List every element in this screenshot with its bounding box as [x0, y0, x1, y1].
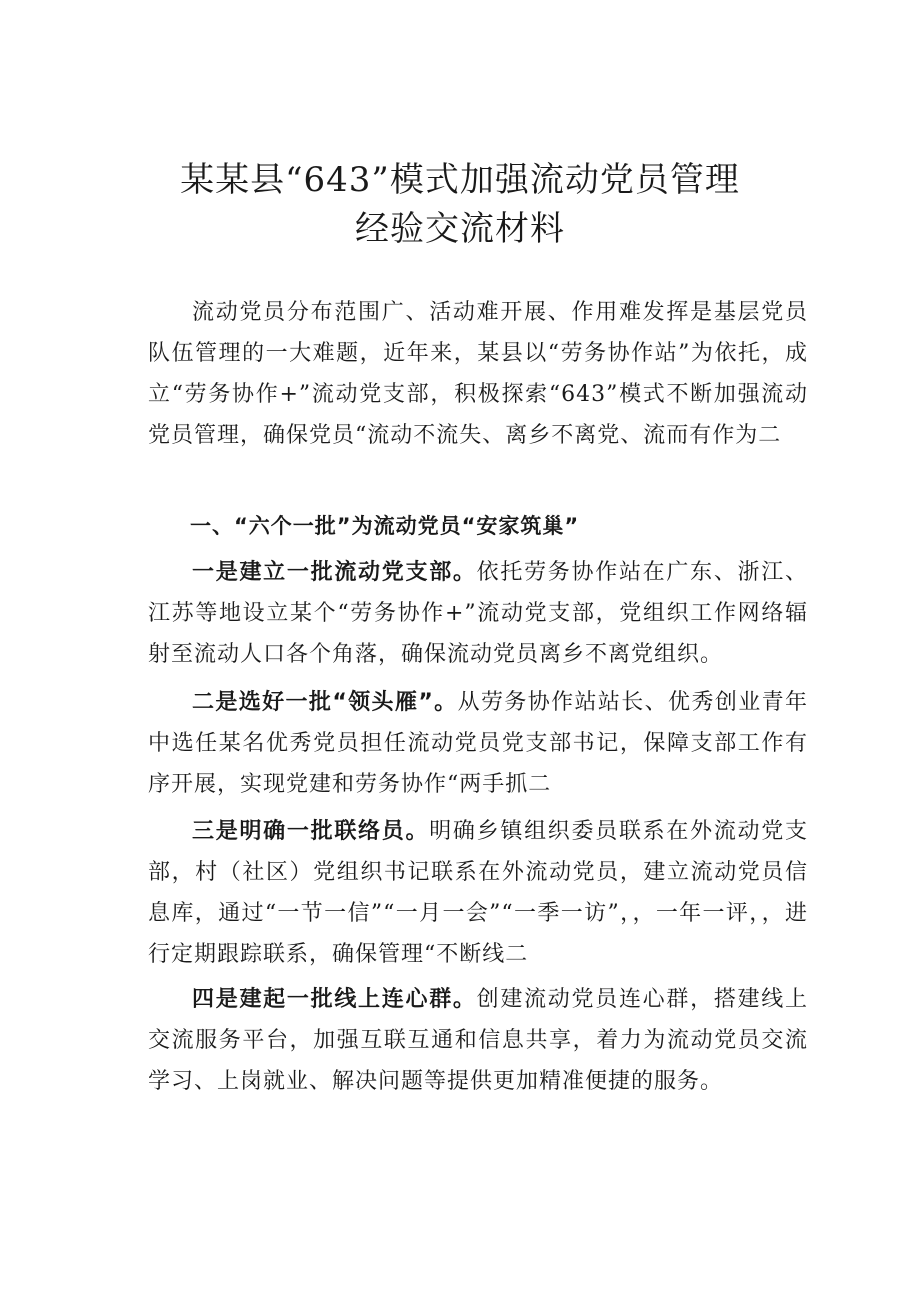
- item-text-4: 创建流动党员连心群，搭建线上交流服务平台，加强互联互通和信息共享，着力为流动党员交流学习、上岗就业、解决问题等提供更加精准便捷的服务。: [148, 987, 808, 1094]
- item-paragraph-2-wrap: [148, 682, 808, 805]
- document-title-line1: 某某县“643”模式加强流动党员管理: [180, 160, 740, 200]
- item-text-1: 依托劳务协作站在广东、浙江、江苏等地设立某个“劳务协作+”流动党支部，党组织工作网络辐射至流动人口各个角落，确保流动党员离乡不离党组织。: [148, 560, 808, 667]
- item-paragraph-1: [148, 552, 808, 675]
- item-lead-2: 二是选好一批“领头雁”。: [192, 690, 458, 715]
- item-paragraph-3: [148, 811, 808, 975]
- item-lead-3: 三是明确一批联络员。: [192, 819, 430, 844]
- item-paragraph-4-wrap: [148, 979, 808, 1102]
- item-text-3: 明确乡镇组织委员联系在外流动党支部，村（社区）党组织书记联系在外流动党员，建立流动党员信息库，通过“一节一信”“一月一会”“一季一访”，，一年一评，，进行定期跟踪联系，确保管理“不断线二: [148, 819, 808, 967]
- item-paragraph-1-wrap: [148, 552, 808, 675]
- document-body: [148, 292, 808, 456]
- item-lead-4: 四是建起一批线上连心群。: [192, 987, 477, 1012]
- item-paragraph-2: [148, 682, 808, 805]
- document-title-line2: 经验交流材料: [355, 209, 565, 249]
- item-lead-1: 一是建立一批流动党支部。: [192, 560, 477, 585]
- intro-paragraph: 流动党员分布范围广、活动难开展、作用难发挥是基层党员队伍管理的一大难题，近年来，某县以“劳务协作站”为依托，成立“劳务协作+”流动党支部，积极探索“643”模式不断加强流动党员管理，确保党员“流动不流失、离乡不离党、流而有作为二: [148, 300, 808, 448]
- item-paragraph-4: [148, 979, 808, 1102]
- item-paragraph-3-wrap: [148, 811, 808, 975]
- item-text-2: 从劳务协作站站长、优秀创业青年中选任某名优秀党员担任流动党员党支部书记，保障支部工作有序开展，实现党建和劳务协作“两手抓二: [148, 690, 808, 797]
- section-one: [148, 504, 808, 548]
- section-heading-1: 一、“六个一批”为流动党员“安家筑巢”: [190, 514, 580, 538]
